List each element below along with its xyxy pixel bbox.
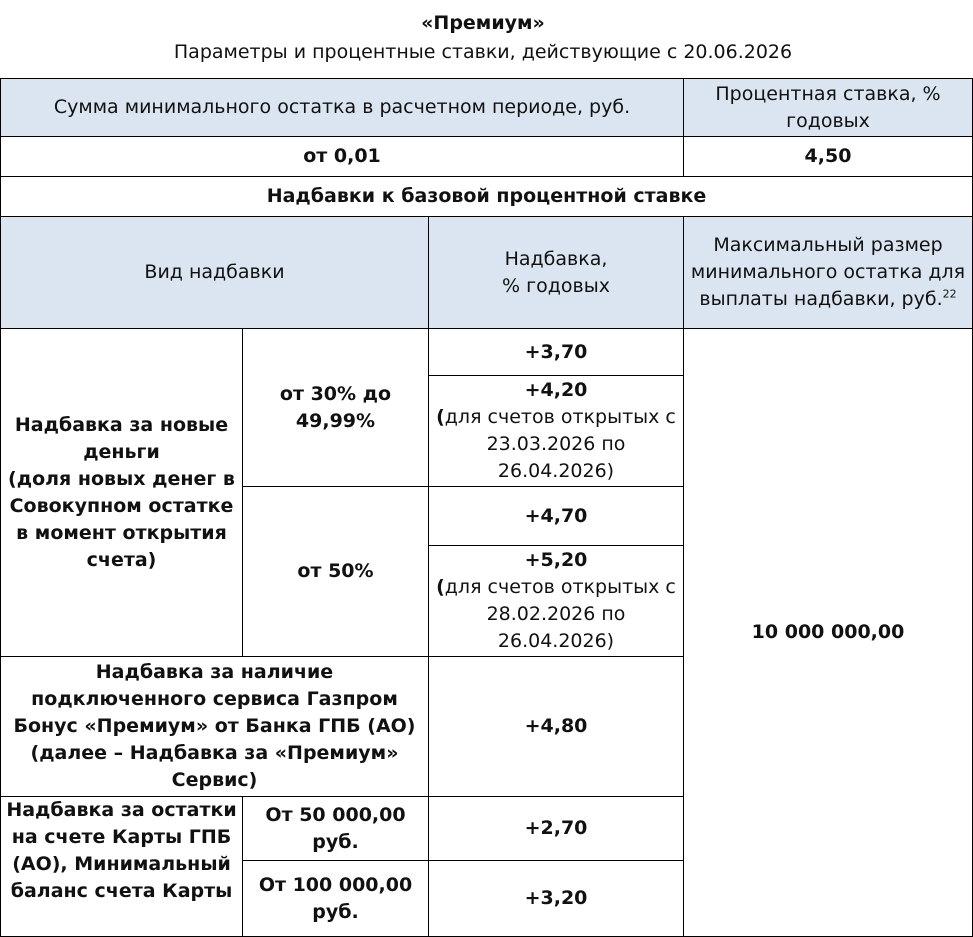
card-bonus-label: Надбавка за остатки на счете Карты ГПБ (АО), Минимальный баланс счета Карты (1, 797, 243, 937)
new-money-bonus-label (1, 329, 243, 657)
new-money-tier1-promo-rate: +4,20 (524, 379, 588, 401)
premium-service-bonus-rate: +4,80 (429, 657, 684, 797)
base-rate-header: Процентная ставка, % годовых (684, 79, 973, 137)
new-money-label-main: Надбавка за новые деньги (14, 413, 229, 463)
base-rate-value: 4,50 (684, 137, 973, 177)
new-money-tier1-label: от 30% до 49,99% (243, 329, 429, 487)
bonus-rate-header (429, 217, 684, 329)
document-subtitle: Параметры и процентные ставки, действующие с 20.06.2026 (173, 41, 793, 63)
card-tier1-label: От 50 000,00 руб. (243, 797, 429, 861)
new-money-tier2-rate: +4,70 (429, 487, 684, 546)
premium-service-bonus-label: Надбавка за наличие подключенного сервиса Газпром Бонус «Премиум» от Банка ГПБ (АО) (далее – Надбавка за «Премиум» Сервис) (1, 657, 429, 797)
max-balance-value: 10 000 000,00 (684, 329, 973, 937)
max-balance-header-text: Максимальный размер минимального остатка для выплаты надбавки, руб. (690, 234, 966, 310)
footnote-marker: 22 (942, 287, 957, 301)
new-money-tier1-rate: +3,70 (429, 329, 684, 376)
new-money-tier2-label: от 50% (243, 487, 429, 657)
bonus-rate-header-line1: Надбавка, (504, 247, 608, 270)
new-money-tier2-promo-rate: +5,20 (524, 549, 588, 571)
max-balance-header (684, 217, 973, 329)
document-title: «Премиум» (421, 12, 545, 34)
card-tier2-rate: +3,20 (429, 861, 684, 937)
card-tier1-rate: +2,70 (429, 797, 684, 861)
bonus-rate-header-line2: % годовых (502, 274, 610, 297)
card-tier2-label: От 100 000,00 руб. (243, 861, 429, 937)
bonus-type-header: Вид надбавки (1, 217, 429, 329)
new-money-label-sub: (доля новых денег в Совокупном остатке в момент открытия счета) (8, 467, 235, 571)
bonuses-section-title: Надбавки к базовой процентной ставке (1, 177, 973, 217)
new-money-tier1-promo-note: (для счетов открытых с 23.03.2026 по 26.04.2026) (436, 406, 676, 482)
new-money-tier2-promo-note: (для счетов открытых с 28.02.2026 по 26.04.2026) (436, 576, 676, 652)
rates-table (0, 78, 973, 937)
new-money-tier1-promo (429, 376, 684, 487)
new-money-tier2-promo (429, 546, 684, 657)
base-amount-header: Сумма минимального остатка в расчетном периоде, руб. (1, 79, 684, 137)
base-amount-value: от 0,01 (1, 137, 684, 177)
